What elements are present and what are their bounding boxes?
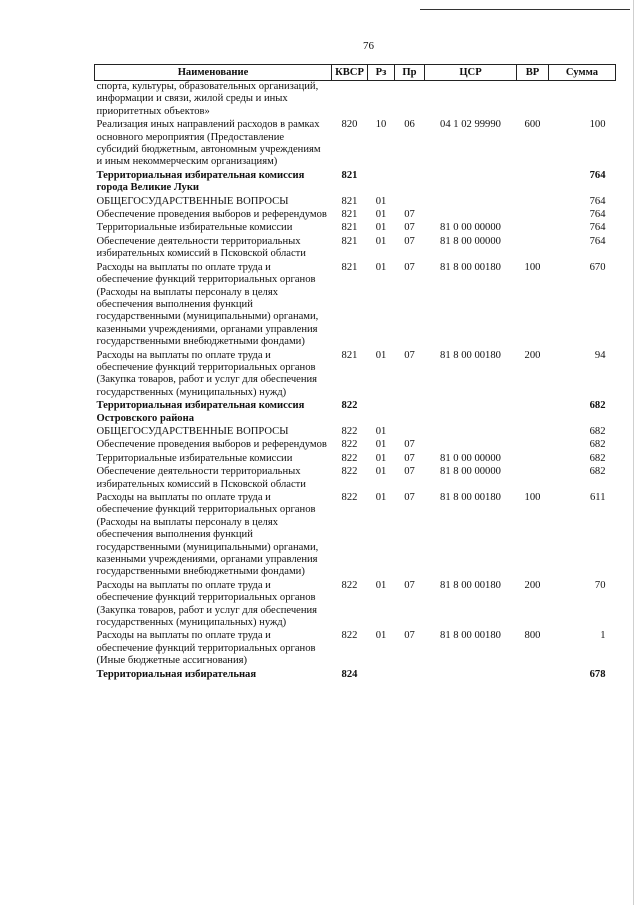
row-name: Обеспечение проведения выборов и референдумов	[96, 439, 327, 451]
page-number: 76	[363, 40, 374, 52]
row-pr: 07	[404, 349, 415, 361]
row-rz: 10	[375, 119, 387, 131]
row-vr	[517, 208, 549, 221]
row-vr	[517, 452, 549, 465]
row-csr: 04 1 02 99990	[440, 119, 501, 131]
row-rz: 01	[375, 261, 387, 273]
table-header-row	[95, 65, 616, 81]
row-rz: 01	[375, 195, 387, 207]
row-rz	[368, 668, 395, 681]
row-csr	[425, 438, 517, 451]
row-name: Расходы на выплаты по оплате труда и обеспечение функций территориальных органов (Закупка товаров, работ и услуг для обеспечения государственных (муниципальных) нужд)	[96, 579, 318, 629]
table-row	[95, 579, 616, 630]
row-kvsr: 822	[341, 400, 358, 412]
row-kvsr: 824	[341, 668, 358, 680]
row-sum: 682	[589, 452, 606, 464]
row-csr	[425, 668, 517, 681]
row-pr	[395, 169, 425, 195]
row-pr: 07	[404, 222, 415, 234]
row-name: Расходы на выплаты по оплате труда и обеспечение функций территориальных органов (Расходы на выплаты персоналу в целях обеспечения выполнения функций государственными (муниципальными) органами, казенными учреждениями, органами управления государственными внебюджетными фондами)	[96, 261, 319, 348]
row-csr: 81 8 00 00180	[440, 630, 501, 642]
row-vr	[517, 438, 549, 451]
row-sum: 764	[589, 235, 606, 247]
row-csr	[425, 81, 517, 119]
row-kvsr: 822	[341, 439, 358, 451]
row-pr: 07	[404, 466, 415, 478]
row-sum: 670	[589, 261, 606, 273]
row-pr: 07	[404, 209, 415, 221]
row-sum: 100	[589, 119, 606, 131]
table-row	[95, 438, 616, 451]
row-sum: 678	[589, 668, 606, 680]
row-sum: 94	[594, 349, 606, 361]
row-rz: 01	[375, 466, 387, 478]
row-pr	[395, 81, 425, 119]
row-name: Реализация иных направлений расходов в рамках основного мероприятия (Предоставление субсидий бюджетным, автономным учреждениям и иным некоммерческим организациям)	[96, 119, 321, 168]
table-row	[95, 668, 616, 681]
row-sum: 764	[589, 209, 606, 221]
row-rz: 01	[375, 349, 387, 361]
col-header-pr: Пр	[395, 65, 425, 81]
row-pr: 07	[404, 579, 415, 591]
row-name: Обеспечение деятельности территориальных избирательных комиссий в Псковской области	[96, 466, 306, 490]
row-csr: 81 8 00 00000	[440, 235, 501, 247]
col-header-name: Наименование	[95, 65, 332, 81]
row-rz: 01	[375, 222, 387, 234]
row-rz: 01	[375, 579, 387, 591]
row-csr	[425, 399, 517, 425]
col-header-csr: ЦСР	[425, 65, 517, 81]
row-pr: 07	[404, 261, 415, 273]
row-rz: 01	[375, 209, 387, 221]
row-csr	[425, 195, 517, 208]
row-name: ОБЩЕГОСУДАРСТВЕННЫЕ ВОПРОСЫ	[96, 195, 289, 207]
row-vr	[517, 235, 549, 261]
row-name: Территориальная избирательная	[96, 668, 257, 680]
row-pr	[395, 399, 425, 425]
row-name: Территориальная избирательная комиссия города Великие Луки	[96, 169, 305, 194]
row-vr	[517, 668, 549, 681]
row-csr: 81 8 00 00000	[440, 466, 501, 478]
row-sum: 764	[589, 222, 606, 234]
top-rule	[420, 9, 630, 10]
row-csr: 81 8 00 00180	[440, 492, 501, 503]
col-header-sum: Сумма	[549, 65, 616, 81]
col-header-vr: ВР	[517, 65, 549, 81]
row-vr	[517, 465, 549, 491]
row-csr	[425, 425, 517, 438]
row-rz: 01	[375, 439, 387, 451]
page-edge	[633, 0, 634, 905]
table-row	[95, 399, 616, 425]
row-sum: 764	[589, 195, 606, 207]
row-name: Территориальные избирательные комиссии	[96, 452, 293, 464]
row-sum: 682	[589, 425, 606, 437]
row-vr	[517, 81, 549, 119]
row-name: спорта, культуры, образовательных организаций, информации и связи, жилой среды и иных приоритетных объектов»	[96, 81, 319, 117]
row-kvsr: 822	[341, 452, 358, 464]
row-vr: 200	[524, 579, 541, 591]
row-kvsr	[332, 81, 368, 119]
row-rz: 01	[375, 452, 387, 464]
row-csr: 81 0 00 00000	[440, 222, 501, 234]
table-row	[95, 629, 616, 667]
row-sum: 682	[589, 439, 606, 451]
table-row	[95, 169, 616, 195]
row-name: Территориальные избирательные комиссии	[96, 222, 293, 234]
row-kvsr: 822	[341, 466, 358, 478]
row-vr	[517, 221, 549, 234]
row-name: ОБЩЕГОСУДАРСТВЕННЫЕ ВОПРОСЫ	[96, 425, 289, 437]
row-name: Расходы на выплаты по оплате труда и обеспечение функций территориальных органов (Расходы на выплаты персоналу в целях обеспечения выполнения функций государственными (муниципальными) органами, казенными учреждениями, органами управления государственными внебюджетными фондами)	[96, 492, 319, 578]
row-kvsr: 822	[341, 579, 358, 591]
row-name: Расходы на выплаты по оплате труда и обеспечение функций территориальных органов (Иные бюджетные ассигнования)	[96, 630, 316, 667]
table-row	[95, 452, 616, 465]
row-kvsr: 822	[341, 492, 358, 503]
row-vr: 100	[524, 261, 541, 273]
row-kvsr: 821	[341, 222, 358, 234]
row-rz	[368, 81, 395, 119]
col-header-rz: Рз	[368, 65, 395, 81]
row-csr	[425, 208, 517, 221]
row-rz: 01	[375, 425, 387, 437]
row-name: Обеспечение проведения выборов и референдумов	[96, 209, 327, 221]
table-row	[95, 208, 616, 221]
row-sum	[549, 81, 616, 119]
row-kvsr: 821	[341, 209, 358, 221]
row-pr: 07	[404, 439, 415, 451]
row-vr: 100	[524, 492, 541, 503]
row-pr: 06	[404, 119, 415, 131]
row-name: Обеспечение деятельности территориальных избирательных комиссий в Псковской области	[96, 235, 306, 260]
row-rz	[368, 169, 395, 195]
table-body	[95, 81, 616, 682]
row-sum: 611	[590, 492, 606, 503]
row-kvsr: 822	[341, 630, 358, 642]
row-rz: 01	[375, 235, 387, 247]
table-row	[95, 235, 616, 261]
row-vr	[517, 425, 549, 438]
row-vr: 800	[524, 630, 541, 642]
row-pr: 07	[404, 492, 415, 503]
row-rz: 01	[375, 630, 387, 642]
row-rz	[368, 399, 395, 425]
row-vr: 600	[524, 119, 541, 131]
row-name: Территориальная избирательная комиссия Островского района	[96, 400, 305, 424]
table-row	[95, 425, 616, 438]
row-rz: 01	[375, 492, 387, 503]
budget-table	[94, 64, 616, 681]
table-row	[95, 261, 616, 349]
row-csr	[425, 169, 517, 195]
row-kvsr: 821	[341, 169, 358, 181]
row-sum: 1	[600, 630, 606, 642]
row-vr	[517, 195, 549, 208]
table-row	[95, 221, 616, 234]
row-csr: 81 8 00 00180	[440, 579, 501, 591]
table-row	[95, 465, 616, 491]
row-vr	[517, 399, 549, 425]
row-kvsr: 821	[341, 349, 358, 361]
row-sum: 764	[589, 169, 606, 181]
row-vr	[517, 169, 549, 195]
row-pr: 07	[404, 235, 415, 247]
row-kvsr: 822	[341, 425, 358, 437]
table-row	[95, 195, 616, 208]
table-row	[95, 81, 616, 119]
row-csr: 81 8 00 00180	[440, 349, 501, 361]
row-kvsr: 821	[341, 261, 358, 273]
table-row	[95, 118, 616, 169]
row-kvsr: 821	[341, 235, 358, 247]
table-row	[95, 491, 616, 579]
row-sum: 682	[589, 466, 606, 478]
row-pr: 07	[404, 630, 415, 642]
table-row	[95, 349, 616, 400]
row-vr: 200	[524, 349, 541, 361]
row-csr: 81 0 00 00000	[440, 452, 501, 464]
row-sum: 682	[589, 400, 606, 412]
row-csr: 81 8 00 00180	[440, 261, 501, 273]
row-pr	[395, 668, 425, 681]
row-pr	[395, 195, 425, 208]
col-header-kvsr: КВСР	[332, 65, 368, 81]
row-sum: 70	[594, 579, 606, 591]
row-kvsr: 820	[341, 119, 358, 131]
row-pr: 07	[404, 452, 415, 464]
row-name: Расходы на выплаты по оплате труда и обеспечение функций территориальных органов (Закупка товаров, работ и услуг для обеспечения государственных (муниципальных) нужд)	[96, 349, 318, 398]
row-pr	[395, 425, 425, 438]
row-kvsr: 821	[341, 195, 358, 207]
